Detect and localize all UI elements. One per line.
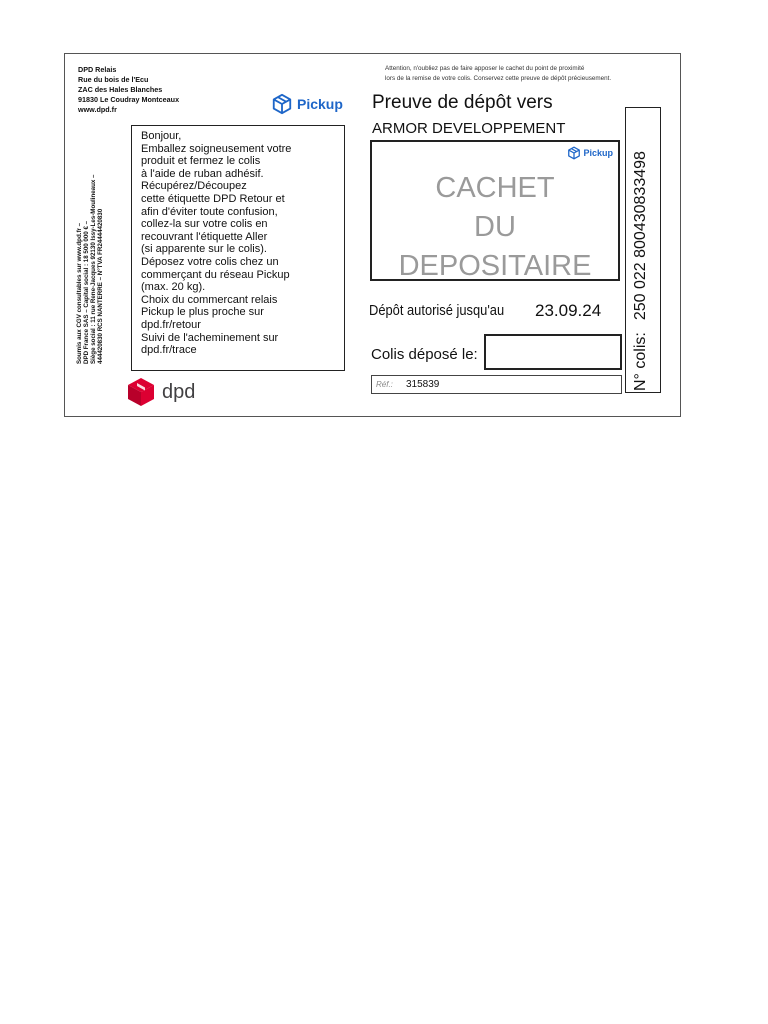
attention-line: lors de la remise de votre colis. Conservez cette preuve de dépôt précieusement. [385,75,612,82]
legal-line: 444420830 RCS NANTERRE – N°TVA FR24444420830 [97,208,104,364]
parcel-number-value: 250 022 800430833498 [632,151,649,321]
deposit-deadline-label: Dépôt autorisé jusqu'au [369,302,505,319]
legal-line: Siège social : 11 rue Rene-Jacques 92130 Issy-Les-Moulineaux – [90,174,97,364]
instruction-line: Suivi de l'acheminement sur [141,331,279,344]
stamp-line: CACHET [435,172,555,204]
legal-line: Soumis aux CGV consultables sur www.dpd.fr – [76,222,83,364]
parcel-number-box [625,107,661,393]
attention-notice [385,64,675,84]
sender-line: 91830 Le Coudray Montceaux [78,95,180,104]
stamp-pickup-logo [567,146,613,160]
dpd-logo [127,377,195,407]
reference-field [371,375,622,394]
parcel-number-label: N° colis: [632,332,649,391]
reference-value: 315839 [406,379,440,390]
pickup-logo-text: Pickup [297,96,343,112]
return-label [64,53,681,417]
instruction-line: Pickup le plus proche sur [141,306,264,319]
instruction-line: Déposez votre colis chez un [141,255,279,268]
instruction-line: à l'aide de ruban adhésif. [141,167,264,180]
pickup-box-icon [271,93,293,115]
instruction-line: Emballez soigneusement votre [141,142,292,155]
proof-title: Preuve de dépôt vers [372,92,553,113]
pickup-logo [271,93,343,115]
deposit-deadline-date: 23.09.24 [535,301,602,320]
colis-depose-label: Colis déposé le: [371,346,478,363]
attention-line: Attention, n'oubliez pas de faire apposer le cachet du point de proximité [385,65,585,72]
recipient-name: ARMOR DEVELOPPEMENT [372,120,566,137]
depositary-stamp-box [370,140,620,281]
instruction-line: Choix du commercant relais [141,293,278,306]
instruction-line: Bonjour, [141,130,182,142]
legal-line: DPD France SAS – Capital social : 18 500 000 € – [83,220,90,364]
sender-line: DPD Relais [78,65,117,74]
parcel-number [632,115,650,391]
sender-line: Rue du bois de l'Ecu [78,75,149,84]
instruction-line: produit et fermez le colis [141,155,261,168]
stamp-placeholder-text [372,169,618,286]
legal-text [76,124,104,364]
sender-line: ZAC des Hales Blanches [78,85,163,94]
instruction-line: dpd.fr/trace [141,344,197,357]
pickup-box-icon [567,146,581,160]
instruction-line: afin d'éviter toute confusion, [141,205,278,218]
sender-address [78,65,179,115]
stamp-line: DU [474,211,516,243]
stamp-line: DEPOSITAIRE [398,250,592,282]
instruction-line: recouvrant l'étiquette Aller [141,230,268,243]
dpd-logo-text: dpd [162,380,196,403]
instruction-line: dpd.fr/retour [141,318,201,331]
colis-depose-date-field[interactable] [484,334,622,370]
instruction-line: Récupérez/Découpez [141,180,247,193]
instruction-line: (si apparente sur le colis). [141,243,267,256]
stamp-pickup-text: Pickup [583,148,613,158]
instructions-box [131,125,345,371]
instruction-line: collez-la sur votre colis en [141,218,268,231]
reference-label: Réf.: [376,380,393,389]
dpd-cube-icon [127,377,155,407]
instruction-line: commerçant du réseau Pickup [141,268,290,281]
instruction-line: (max. 20 kg). [141,281,206,294]
sender-line: www.dpd.fr [78,105,117,114]
instruction-line: cette étiquette DPD Retour et [141,192,285,205]
